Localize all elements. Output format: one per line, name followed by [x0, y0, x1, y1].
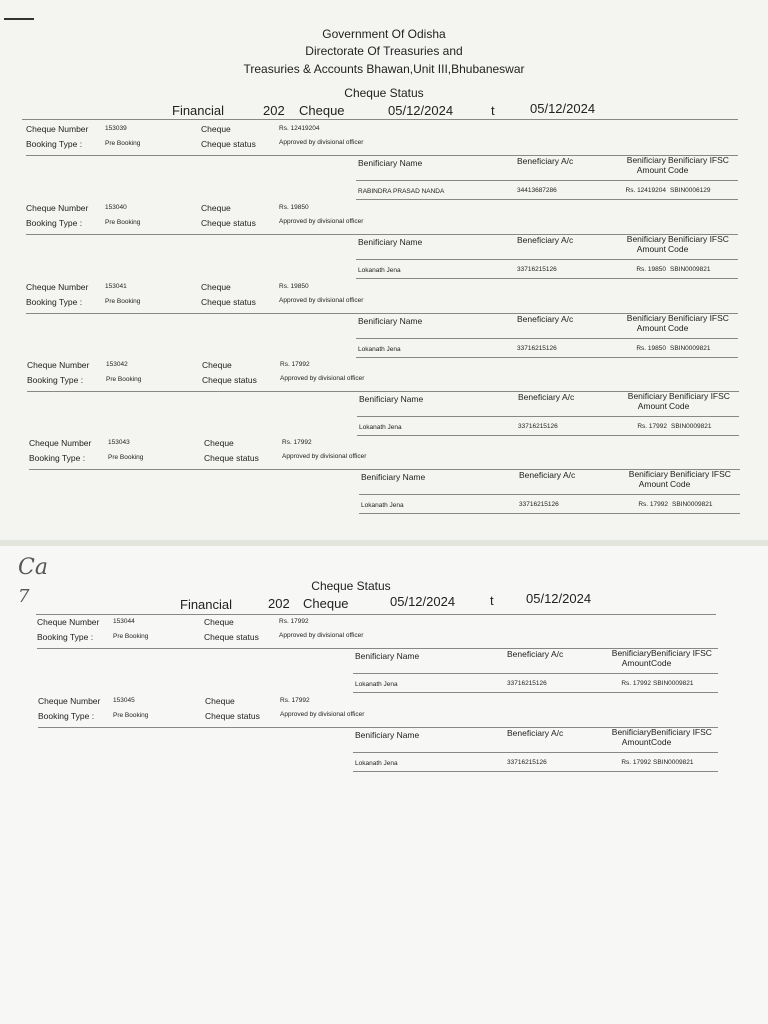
beneficiary-ac-header: Beneficiary A/c: [518, 392, 575, 402]
beneficiary-amount-header: Benificiary Amount: [611, 648, 651, 668]
beneficiary-name-header: Benificiary Name: [355, 730, 420, 740]
cheque-status-label: Cheque status: [204, 632, 259, 642]
beneficiary-name-value: Lokanath Jena: [361, 502, 404, 509]
cheque-amount-value: Rs. 19850: [279, 204, 309, 211]
beneficiary-name-value: Lokanath Jena: [358, 346, 401, 353]
record-bottom-rule: [353, 771, 718, 772]
cheque-label: Cheque: [204, 438, 234, 448]
booking-type-label: Booking Type :: [26, 139, 83, 149]
cheque-status-value: Approved by divisional officer: [282, 453, 367, 460]
booking-type-value: Pre Booking: [113, 712, 149, 719]
booking-type-value: Pre Booking: [105, 219, 141, 226]
filter-year: 202: [263, 103, 285, 118]
beneficiary-name-header: Benificiary Name: [358, 237, 423, 247]
filter-year-page-2: 202: [268, 596, 290, 611]
handwritten-scribble: Ca: [18, 555, 48, 580]
filter-cheque: Cheque: [299, 103, 345, 118]
beneficiary-ac-header: Beneficiary A/c: [507, 649, 564, 659]
cheque-label: Cheque: [201, 203, 231, 213]
margin-dash: [4, 18, 34, 20]
cheque-number-label: Cheque Number: [37, 617, 100, 627]
filter-to-date: 05/12/2024: [530, 101, 596, 116]
status-title-page-2: Cheque Status: [311, 579, 391, 593]
beneficiary-ifsc-value: SBIN0009821: [671, 423, 712, 430]
cheque-status-label: Cheque status: [201, 218, 256, 228]
beneficiary-ac-header: Beneficiary A/c: [517, 314, 574, 324]
beneficiary-name-header: Benificiary Name: [358, 158, 423, 168]
beneficiary-header-rule: [353, 752, 718, 753]
beneficiary-name-value: Lokanath Jena: [355, 681, 398, 688]
record-bottom-rule: [356, 278, 738, 279]
cheque-number-value: 153043: [108, 439, 130, 446]
filter-financial: Financial: [172, 103, 225, 118]
cheque-number-label: Cheque Number: [38, 696, 101, 706]
beneficiary-ifsc-header: Benificiary IFSC Code: [668, 234, 729, 254]
cheque-amount-value: Rs. 17992: [282, 439, 312, 446]
booking-type-label: Booking Type :: [29, 453, 86, 463]
header-line-1: Government Of Odisha: [322, 27, 446, 41]
status-title: Cheque Status: [344, 86, 424, 100]
beneficiary-ifsc-header: Benificiary IFSC Code: [651, 648, 712, 668]
cheque-status-label: Cheque status: [205, 711, 260, 721]
cheque-label: Cheque: [204, 617, 234, 627]
header-rule: [22, 119, 738, 120]
cheque-label: Cheque: [201, 124, 231, 134]
beneficiary-amount-value: Rs. 19850: [636, 266, 666, 273]
cheque-label: Cheque: [201, 282, 231, 292]
beneficiary-amount-value: Rs. 17992: [637, 423, 667, 430]
cheque-number-label: Cheque Number: [26, 282, 89, 292]
beneficiary-ifsc-value: SBIN0009821: [670, 345, 711, 352]
beneficiary-name-value: Lokanath Jena: [355, 760, 398, 767]
beneficiary-amount-value: Rs. 19850: [636, 345, 666, 352]
booking-type-label: Booking Type :: [27, 375, 84, 385]
beneficiary-ifsc-header: Benificiary IFSC Code: [669, 391, 730, 411]
beneficiary-name-value: Lokanath Jena: [358, 267, 401, 274]
beneficiary-ifsc-value: SBIN0009821: [670, 266, 711, 273]
cheque-number-value: 153040: [105, 204, 127, 211]
filter-financial-page-2: Financial: [180, 597, 233, 612]
beneficiary-ac-value: 33716215126: [517, 266, 557, 273]
cheque-status-value: Approved by divisional officer: [280, 375, 365, 382]
beneficiary-ifsc-header: Benificiary IFSC Code: [670, 469, 731, 489]
cheque-label: Cheque: [205, 696, 235, 706]
beneficiary-ac-header: Beneficiary A/c: [517, 235, 574, 245]
cheque-status-value: Approved by divisional officer: [279, 218, 364, 225]
beneficiary-name-value: RABINDRA PRASAD NANDA: [358, 188, 445, 195]
cheque-amount-value: Rs. 17992: [279, 618, 309, 625]
beneficiary-name-header: Benificiary Name: [359, 394, 424, 404]
record-bottom-rule: [353, 692, 718, 693]
cheque-status-value: Approved by divisional officer: [280, 711, 365, 718]
cheque-status-label: Cheque status: [201, 139, 256, 149]
beneficiary-ifsc-value: SBIN0006129: [670, 187, 711, 194]
cheque-number-label: Cheque Number: [27, 360, 90, 370]
booking-type-label: Booking Type :: [38, 711, 95, 721]
booking-type-label: Booking Type :: [26, 297, 83, 307]
header-rule-page-2: [36, 614, 716, 615]
beneficiary-header-rule: [357, 416, 739, 417]
cheque-label: Cheque: [202, 360, 232, 370]
beneficiary-ac-value: 33716215126: [519, 501, 559, 508]
beneficiary-ac-value: 33716215126: [507, 680, 547, 687]
beneficiary-name-value: Lokanath Jena: [359, 424, 402, 431]
beneficiary-amount-header: Benificiary Amount: [628, 469, 668, 489]
beneficiary-amount-header: Benificiary Amount: [626, 155, 666, 175]
cheque-status-label: Cheque status: [201, 297, 256, 307]
cheque-amount-value: Rs. 17992: [280, 697, 310, 704]
booking-type-label: Booking Type :: [37, 632, 94, 642]
beneficiary-amount-header: Benificiary Amount: [626, 234, 666, 254]
beneficiary-amount-value: Rs. 17992: [638, 501, 668, 508]
beneficiary-ac-header: Beneficiary A/c: [517, 156, 574, 166]
cheque-amount-value: Rs. 12419204: [279, 125, 320, 132]
cheque-number-label: Cheque Number: [29, 438, 92, 448]
beneficiary-amount-header: Benificiary Amount: [626, 313, 666, 333]
cheque-number-value: 153042: [106, 361, 128, 368]
beneficiary-ifsc-value: SBIN0009821: [653, 680, 694, 687]
beneficiary-ac-value: 33716215126: [517, 345, 557, 352]
cheque-status-value: Approved by divisional officer: [279, 297, 364, 304]
beneficiary-header-rule: [356, 338, 738, 339]
booking-type-value: Pre Booking: [106, 376, 142, 383]
cheque-number-label: Cheque Number: [26, 124, 89, 134]
beneficiary-ifsc-value: SBIN0009821: [653, 759, 694, 766]
record-bottom-rule: [356, 199, 738, 200]
beneficiary-ifsc-header: Benificiary IFSC Code: [651, 727, 712, 747]
handwritten-scribble: 7: [18, 586, 30, 607]
beneficiary-ifsc-header: Benificiary IFSC Code: [668, 155, 729, 175]
header-line-3: Treasuries & Accounts Bhawan,Unit III,Bhubaneswar: [243, 62, 525, 76]
beneficiary-amount-value: Rs. 17992: [621, 680, 651, 687]
cheque-status-label: Cheque status: [204, 453, 259, 463]
booking-type-value: Pre Booking: [113, 633, 149, 640]
record-bottom-rule: [356, 357, 738, 358]
filter-from-date: 05/12/2024: [388, 103, 454, 118]
beneficiary-amount-header: Benificiary Amount: [611, 727, 651, 747]
beneficiary-amount-value: Rs. 17992: [621, 759, 651, 766]
booking-type-value: Pre Booking: [105, 298, 141, 305]
cheque-amount-value: Rs. 17992: [280, 361, 310, 368]
filter-to-date-page-2: 05/12/2024: [526, 591, 592, 606]
booking-type-label: Booking Type :: [26, 218, 83, 228]
beneficiary-ac-value: 34413687286: [517, 187, 557, 194]
header-line-2: Directorate Of Treasuries and: [305, 44, 463, 58]
filter-from-date-page-2: 05/12/2024: [390, 594, 456, 609]
cheque-status-value: Approved by divisional officer: [279, 632, 364, 639]
cheque-status-label: Cheque status: [202, 375, 257, 385]
beneficiary-ac-header: Beneficiary A/c: [507, 728, 564, 738]
beneficiary-header-rule: [353, 673, 718, 674]
beneficiary-ac-header: Beneficiary A/c: [519, 470, 576, 480]
cheque-status-value: Approved by divisional officer: [279, 139, 364, 146]
filter-cheque-page-2: Cheque: [303, 596, 349, 611]
cheque-number-value: 153044: [113, 618, 135, 625]
filter-to-label-page-2: t: [490, 593, 494, 608]
record-bottom-rule: [359, 513, 740, 514]
beneficiary-name-header: Benificiary Name: [361, 472, 426, 482]
beneficiary-name-header: Benificiary Name: [358, 316, 423, 326]
cheque-number-value: 153041: [105, 283, 127, 290]
beneficiary-header-rule: [356, 180, 738, 181]
cheque-number-label: Cheque Number: [26, 203, 89, 213]
beneficiary-header-rule: [359, 494, 740, 495]
beneficiary-ifsc-header: Benificiary IFSC Code: [668, 313, 729, 333]
beneficiary-ifsc-value: SBIN0009821: [672, 501, 713, 508]
cheque-number-value: 153039: [105, 125, 127, 132]
cheque-number-value: 153045: [113, 697, 135, 704]
booking-type-value: Pre Booking: [105, 140, 141, 147]
filter-to-label: t: [491, 103, 495, 118]
beneficiary-amount-value: Rs. 12419204: [625, 187, 666, 194]
cheque-amount-value: Rs. 19850: [279, 283, 309, 290]
booking-type-value: Pre Booking: [108, 454, 144, 461]
beneficiary-ac-value: 33716215126: [518, 423, 558, 430]
beneficiary-amount-header: Benificiary Amount: [627, 391, 667, 411]
record-bottom-rule: [357, 435, 739, 436]
beneficiary-ac-value: 33716215126: [507, 759, 547, 766]
beneficiary-header-rule: [356, 259, 738, 260]
beneficiary-name-header: Benificiary Name: [355, 651, 420, 661]
